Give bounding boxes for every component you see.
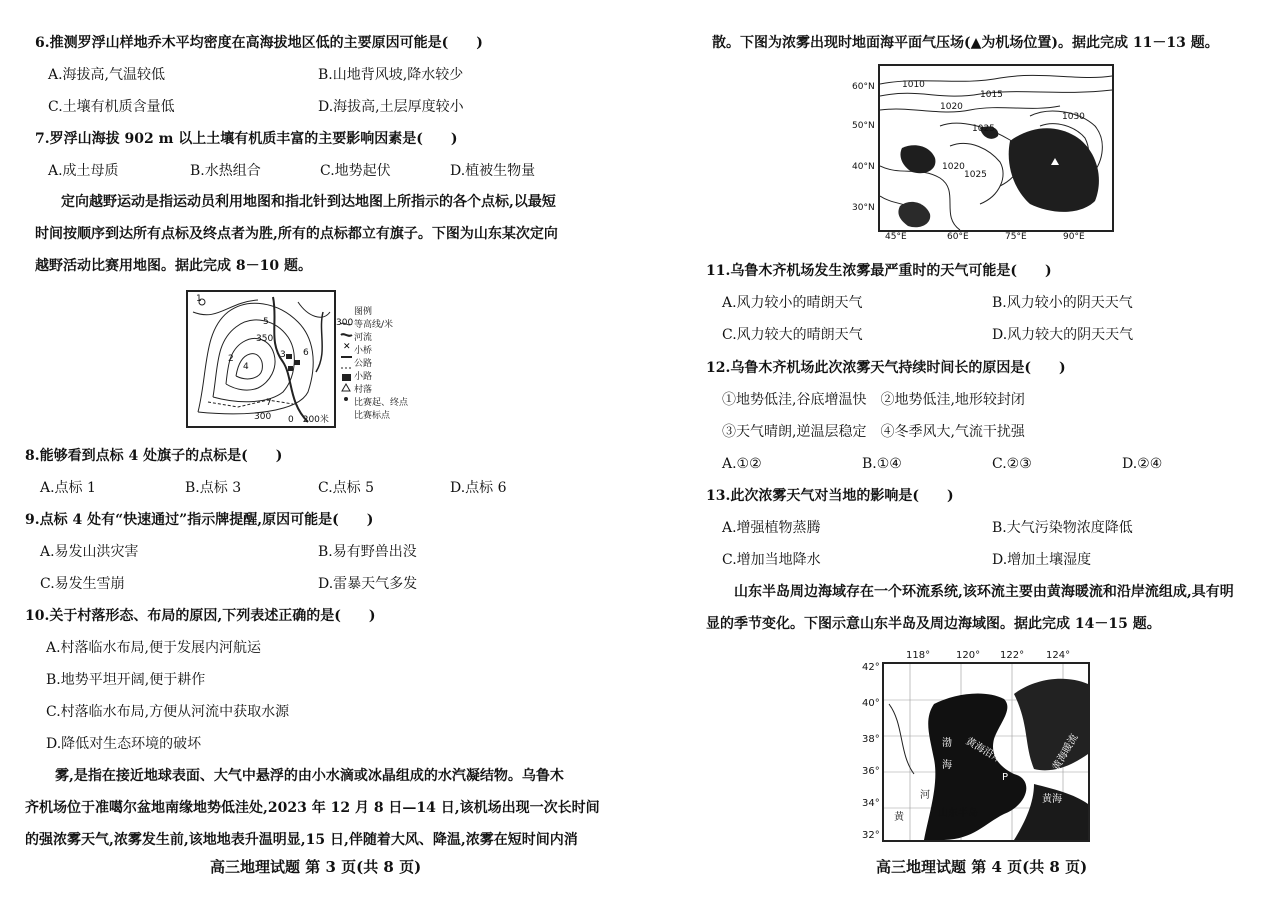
q10-option-c[interactable]: C.村落临水布局,方便从河流中获取水源 — [46, 704, 290, 720]
page-footer-3: 高三地理试题 第 3 页(共 8 页) — [210, 858, 422, 876]
legend-path: 小路 — [354, 372, 373, 382]
q6-option-b[interactable]: B.山地背风坡,降水较少 — [318, 67, 464, 83]
q11-option-b[interactable]: B.风力较小的阴天天气 — [992, 295, 1133, 311]
q8-option-b[interactable]: B.点标 3 — [185, 480, 242, 496]
page-footer-4: 高三地理试题 第 4 页(共 8 页) — [876, 858, 1088, 876]
intro-line: 山东半岛周边海域存在一个环流系统,该环流主要由黄海暖流和沿岸流组成,具有明 — [734, 584, 1234, 600]
isobar-label: 1020 — [942, 162, 965, 172]
coastal-current-label: 黄海沿岸流 — [963, 735, 1013, 771]
isobar-label: 1025 — [972, 124, 995, 134]
point-6: 6 — [303, 348, 309, 358]
q9-option-d[interactable]: D.雷暴天气多发 — [318, 576, 418, 592]
q8-stem: 8.能够看到点标 4 处旗子的点标是( ) — [25, 448, 283, 464]
legend-village: 村落 — [354, 385, 373, 395]
lat-label: 34° — [862, 798, 880, 809]
pressure-map — [878, 64, 1114, 232]
isobar-label: 1030 — [1062, 112, 1085, 122]
q7-option-d[interactable]: D.植被生物量 — [450, 163, 536, 179]
river-label: 河 — [920, 790, 930, 801]
q10-option-d[interactable]: D.降低对生态环境的破坏 — [46, 736, 202, 752]
village-block — [286, 354, 292, 359]
q12-option-c[interactable]: C.②③ — [992, 456, 1032, 472]
lon-label: 60°E — [947, 232, 969, 242]
point-7: 7 — [266, 398, 272, 408]
point-3: 3 — [280, 350, 286, 360]
huang-label: 黄 — [894, 812, 904, 823]
legend-start-end: 比赛起、终点 — [354, 398, 409, 408]
q7-stem: 7.罗浮山海拔 902 m 以上土壤有机质丰富的主要影响因素是( ) — [35, 131, 458, 147]
q12-option-d[interactable]: D.②④ — [1122, 456, 1163, 472]
lat-label: 30°N — [852, 203, 875, 213]
contour-label: 300 — [336, 318, 354, 328]
bohai-label-2: 海 — [942, 760, 952, 771]
q13-stem: 13.此次浓雾天气对当地的影响是( ) — [706, 488, 954, 504]
legend-road: 公路 — [354, 359, 373, 369]
legend-symbols — [340, 318, 354, 404]
q10-option-b[interactable]: B.地势平坦开阔,便于耕作 — [46, 672, 206, 688]
q10-stem: 10.关于村落形态、布局的原因,下列表述正确的是( ) — [25, 608, 376, 624]
q6-stem: 6.推测罗浮山样地乔木平均密度在高海拔地区低的主要原因可能是( ) — [35, 35, 483, 51]
q13-option-a[interactable]: A.增强植物蒸腾 — [722, 520, 821, 536]
legend-checkpoint: 比赛标点 — [354, 411, 391, 421]
q6-option-a[interactable]: A.海拔高,气温较低 — [48, 67, 166, 83]
contour-lines — [188, 292, 334, 426]
intro-line: 定向越野运动是指运动员利用地图和指北针到达地图上所指示的各个点标,以最短 — [61, 194, 556, 210]
isobar-label: 1025 — [964, 170, 987, 180]
lat-label: 60°N — [852, 82, 875, 92]
orienteering-map — [186, 290, 336, 428]
lon-label: 120° — [956, 650, 981, 661]
q11-stem: 11.乌鲁木齐机场发生浓雾最严重时的天气可能是( ) — [706, 263, 1052, 279]
warm-current-label: 黄海暖流 — [1050, 732, 1081, 773]
isobar-label: 1020 — [940, 102, 963, 112]
svg-text:✕: ✕ — [343, 342, 351, 352]
lat-label: 40° — [862, 698, 880, 709]
lat-label: 38° — [862, 734, 880, 745]
intro-line: 雾,是指在接近地球表面、大气中悬浮的由小水滴或冰晶组成的水汽凝结物。乌鲁木 — [55, 768, 564, 784]
lon-label: 122° — [1000, 650, 1025, 661]
shandong-label: 山东半岛 — [938, 808, 978, 819]
lat-label: 32° — [862, 830, 880, 841]
lat-label: 42° — [862, 662, 880, 673]
q9-option-c[interactable]: C.易发生雪崩 — [40, 576, 125, 592]
lon-label: 75°E — [1005, 232, 1027, 242]
point-1: 1 — [196, 294, 202, 304]
q7-option-a[interactable]: A.成土母质 — [48, 163, 119, 179]
contour-label: 300 — [254, 412, 272, 422]
intro-continuation: 散。下图为浓雾出现时地面海平面气压场(▲为机场位置)。据此完成 11－13 题。 — [712, 35, 1219, 51]
q8-option-c[interactable]: C.点标 5 — [318, 480, 375, 496]
q9-option-b[interactable]: B.易有野兽出没 — [318, 544, 417, 560]
lon-label: 90°E — [1063, 232, 1085, 242]
q11-option-c[interactable]: C.风力较大的晴朗天气 — [722, 327, 863, 343]
q12-option-b[interactable]: B.①④ — [862, 456, 902, 472]
point-2: 2 — [228, 354, 234, 364]
lat-label: 36° — [862, 766, 880, 777]
intro-q11-13 — [25, 760, 600, 856]
legend-title: 图例 — [354, 307, 373, 317]
q10-option-a[interactable]: A.村落临水布局,便于发展内河航运 — [46, 640, 262, 656]
yellow-sea-label: 黄海 — [1042, 794, 1062, 805]
q8-option-a[interactable]: A.点标 1 — [40, 480, 96, 496]
q11-option-a[interactable]: A.风力较小的晴朗天气 — [722, 295, 863, 311]
q6-option-d[interactable]: D.海拔高,土层厚度较小 — [318, 99, 464, 115]
intro-line: 显的季节变化。下图示意山东半岛及周边海域图。据此完成 14－15 题。 — [706, 616, 1161, 632]
q12-statements-1: ①地势低洼,谷底增温快 ②地势低洼,地形较封闭 — [722, 392, 1025, 408]
lat-label: 50°N — [852, 121, 875, 131]
q13-option-b[interactable]: B.大气污染物浓度降低 — [992, 520, 1133, 536]
q11-option-d[interactable]: D.风力较大的阴天天气 — [992, 327, 1134, 343]
q8-option-d[interactable]: D.点标 6 — [450, 480, 507, 496]
point-4: 4 — [243, 362, 249, 372]
bohai-label-1: 渤 — [942, 738, 952, 749]
intro-q8-10 — [35, 186, 558, 282]
lon-label: 118° — [906, 650, 931, 661]
q12-statements-2: ③天气晴朗,逆温层稳定 ④冬季风大,气流干扰强 — [722, 424, 1025, 440]
q13-option-c[interactable]: C.增加当地降水 — [722, 552, 821, 568]
legend-contour: 等高线/米 — [354, 320, 394, 330]
village-block — [294, 360, 300, 365]
q12-option-a[interactable]: A.①② — [722, 456, 762, 472]
village-block — [288, 366, 293, 371]
lat-label: 40°N — [852, 162, 875, 172]
intro-q14-15 — [706, 576, 1234, 640]
intro-line: 越野活动比赛用地图。据此完成 8－10 题。 — [35, 258, 312, 274]
contour-label: 350 — [256, 334, 274, 344]
intro-line: 齐机场位于准噶尔盆地南缘地势低洼处,2023 年 12 月 8 日—14 日,该机场出现一次长时间 — [25, 800, 600, 816]
intro-line: 的强浓雾天气,浓雾发生前,该地地表升温明显,15 日,伴随着大风、降温,浓雾在短时间内消 — [25, 832, 578, 848]
lon-label: 124° — [1046, 650, 1071, 661]
intro-line: 时间按顺序到达所有点标及终点者为胜,所有的点标都立有旗子。下图为山东某次定向 — [35, 226, 558, 242]
scale-bar: 0 200米 — [288, 415, 329, 425]
legend-river: 河流 — [354, 333, 373, 343]
shandong-map — [882, 662, 1090, 842]
point-5: 5 — [263, 317, 269, 327]
q7-option-c[interactable]: C.地势起伏 — [320, 163, 391, 179]
lon-label: 45°E — [885, 232, 907, 242]
q7-option-b[interactable]: B.水热组合 — [190, 163, 261, 179]
q6-option-c[interactable]: C.土壤有机质含量低 — [48, 99, 175, 115]
isobar-label: 1010 — [902, 80, 925, 90]
q13-option-d[interactable]: D.增加土壤湿度 — [992, 552, 1092, 568]
point-p-label: P — [1002, 772, 1009, 783]
isobar-label: 1015 — [980, 90, 1003, 100]
q9-option-a[interactable]: A.易发山洪灾害 — [40, 544, 139, 560]
q12-stem: 12.乌鲁木齐机场此次浓雾天气持续时间长的原因是( ) — [706, 360, 1066, 376]
legend-bridge: 小桥 — [354, 346, 373, 356]
q9-stem: 9.点标 4 处有“快速通过”指示牌提醒,原因可能是( ) — [25, 512, 374, 528]
